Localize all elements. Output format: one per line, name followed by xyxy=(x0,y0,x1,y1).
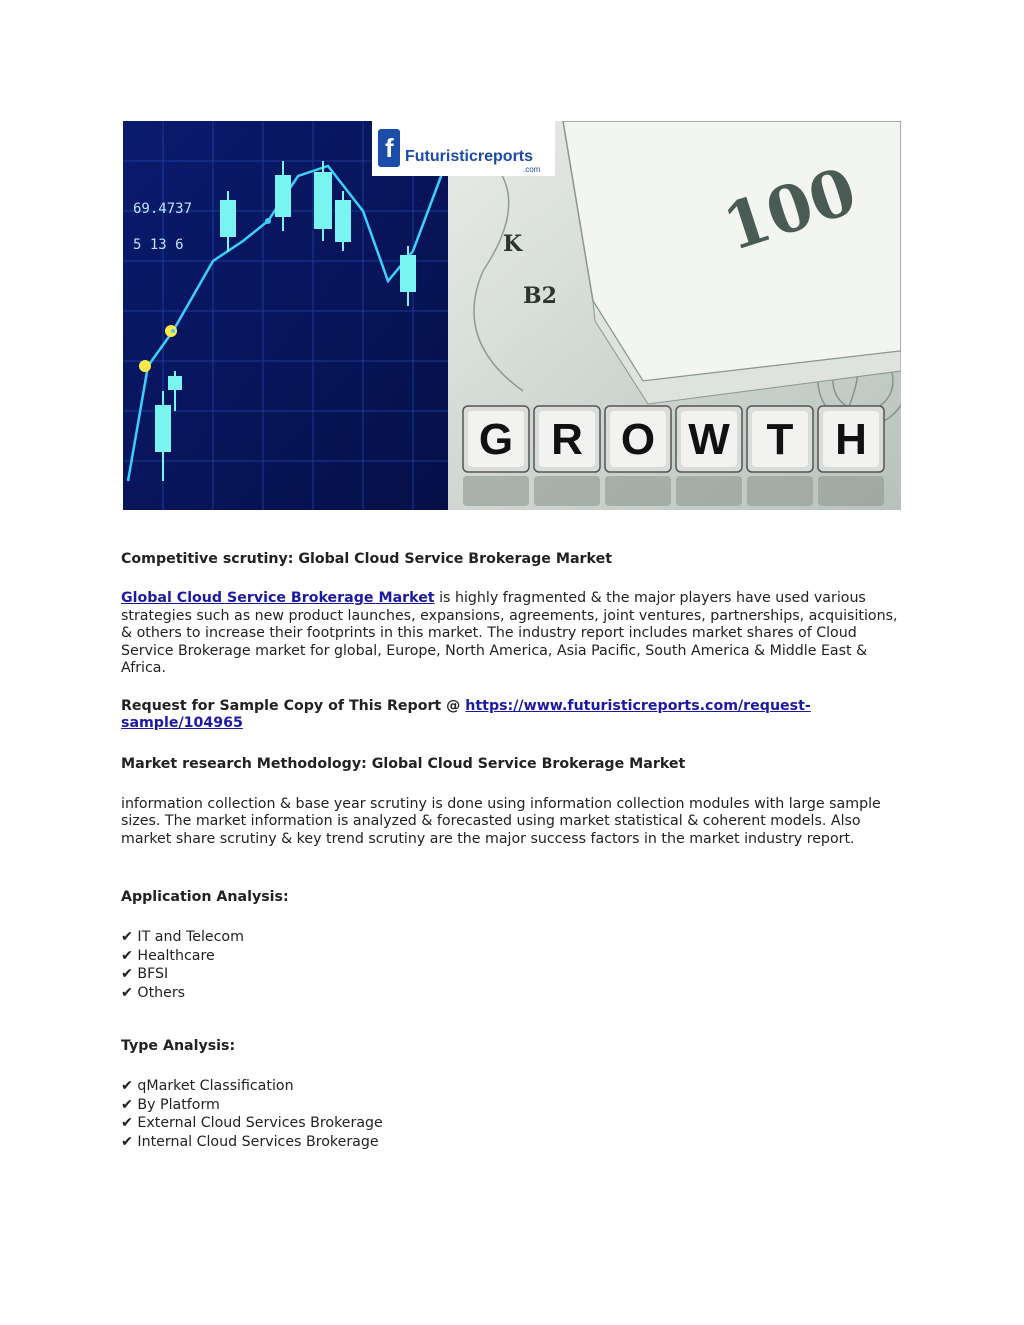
growth-letter: H xyxy=(835,415,867,464)
type-list xyxy=(121,1077,911,1151)
logo-sub: .com xyxy=(523,165,541,174)
growth-letter: W xyxy=(688,415,730,464)
svg-text:f: f xyxy=(385,133,394,163)
list-item: ✔ IT and Telecom xyxy=(121,929,244,945)
application-list xyxy=(121,928,911,1002)
bill-number: 100 xyxy=(714,153,865,267)
heading-type: Type Analysis: xyxy=(121,1038,236,1054)
growth-letter: R xyxy=(551,415,583,464)
list-item: ✔ By Platform xyxy=(121,1096,220,1113)
request-sample-link[interactable]: https://www.futuristicreports.com/request-sample/104965 xyxy=(121,697,811,731)
market-link[interactable]: Global Cloud Service Brokerage Market xyxy=(121,590,435,606)
growth-die xyxy=(676,406,742,506)
methodology-paragraph: information collection & base year scrutiny is done using information collection modules with large sample sizes. The market information is analyzed & forecasted using market statistical & coherent models. Also market share scrutiny & key trend scrutiny are the major success factors in the market industry report. xyxy=(121,795,881,847)
growth-letter: O xyxy=(620,415,656,464)
bill-letter-k: K xyxy=(503,231,523,257)
growth-die xyxy=(818,406,884,506)
intro-paragraph xyxy=(121,590,911,678)
growth-die xyxy=(534,406,600,506)
report-content xyxy=(121,550,911,1151)
banner-image xyxy=(123,121,901,510)
list-item: ✔ External Cloud Services Brokerage xyxy=(121,1115,383,1131)
list-item: ✔ Healthcare xyxy=(121,947,215,964)
growth-die xyxy=(463,406,529,506)
bill-letter-b2: B2 xyxy=(523,283,557,309)
list-item: ✔ Internal Cloud Services Brokerage xyxy=(121,1133,379,1150)
ticker-text-2: 5 13 6 xyxy=(133,237,184,253)
request-label: Request for Sample Copy of This Report @ xyxy=(121,697,466,714)
growth-letter: G xyxy=(478,415,514,464)
intro-text: is highly fragmented & the major players have used various strategies such as new product launches, expansions, agreements, joint ventures, partnerships, acquisitions, & others to increase their footprints in this market. The industry report includes market shares of Cloud Service Brokerage market for global, Europe, North America, Asia Pacific, South America & Middle East & Africa. xyxy=(121,590,898,676)
request-line xyxy=(121,698,911,733)
growth-die xyxy=(747,406,813,506)
logo-text: Futuristicreports xyxy=(405,148,534,165)
list-item: ✔ qMarket Classification xyxy=(121,1078,294,1094)
growth-die xyxy=(605,406,671,506)
ticker-text-1: 69.4737 xyxy=(133,201,193,217)
heading-methodology: Market research Methodology: Global Cloud Service Brokerage Market xyxy=(121,755,686,772)
heading-competitive: Competitive scrutiny: Global Cloud Service Brokerage Market xyxy=(121,551,612,567)
list-item: ✔ Others xyxy=(121,984,186,1001)
banner-graphic xyxy=(123,121,901,510)
heading-application: Application Analysis: xyxy=(121,889,289,905)
growth-letter: T xyxy=(766,415,794,464)
list-item: ✔ BFSI xyxy=(121,966,169,982)
